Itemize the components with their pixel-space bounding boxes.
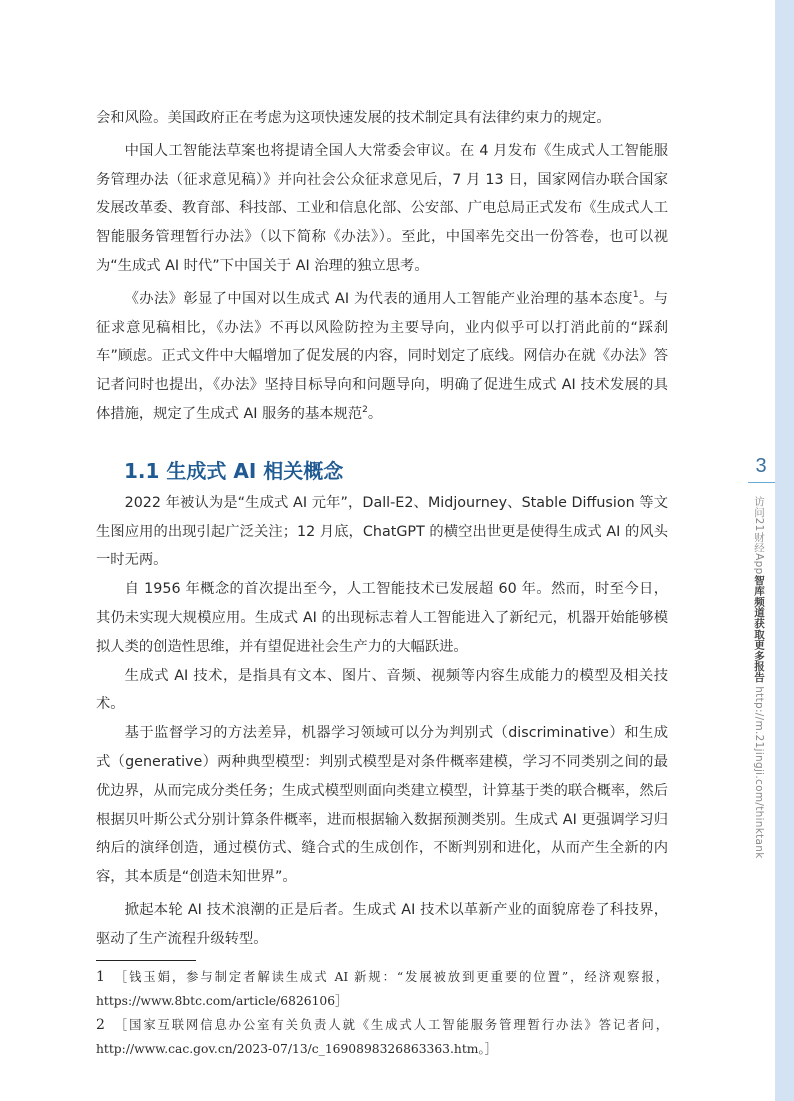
footnote <box>96 1013 668 1061</box>
paragraph: 掀起本轮 AI 技术浪潮的正是后者。生成式 AI 技术以革新产业的面貌席卷了科技界，驱动了生产流程升级转型。 <box>96 901 668 947</box>
footnote <box>96 965 668 1013</box>
chapter-number: 3 <box>755 455 767 477</box>
sidebar-url[interactable]: http://m.21jingji.com/thinktank <box>753 686 765 859</box>
paragraph-text: 。与征求意见稿相比，《办法》不再以风险防控为主要导向，业内似乎可以打消此前的“踩刹车”顾虑。正式文件中大幅增加了促发展的内容，同时划定了底线。网信办在就《办法》答记者问时也提出，《办法》坚持目标导向和问题导向，明确了促进生成式 AI 技术发展的具体措施，规定了生成式 AI 服务的基本规范 <box>96 290 669 422</box>
sidebar-promo <box>752 496 767 859</box>
footnotes <box>96 965 668 1061</box>
sidebar-prefix: 访问21财经App <box>753 496 765 575</box>
footnote-separator <box>96 960 196 962</box>
main-content <box>96 104 668 954</box>
chapter-rule <box>748 482 775 483</box>
footnote-ref[interactable]: 1 <box>632 290 639 301</box>
paragraph <box>96 104 668 133</box>
section-heading: 1.1 生成式 AI 相关概念 <box>124 458 344 483</box>
paragraph <box>96 137 668 281</box>
footnote-number: 2 <box>96 1017 105 1034</box>
footnote-ref[interactable]: 2 <box>362 405 368 416</box>
paragraph <box>96 285 668 429</box>
sidebar-bold: 智库频道获取更多报告 <box>753 574 765 683</box>
paragraph: 自 1956 年概念的首次提出至今，人工智能技术已发展超 60 年。然而，时至今日，其仍未实现大规模应用。生成式 AI 的出现标志着人工智能进入了新纪元，机器开始能够模拟人类的创造性思维，并有望促进社会生产力的大幅跃进。 <box>96 581 668 655</box>
paragraph-text: 会和风险。美国政府正在考虑为这项快速发展的技术制定具有法律约束力的规定。 <box>96 110 611 126</box>
paragraph: 生成式 AI 技术，是指具有文本、图片、音频、视频等内容生成能力的模型及相关技术。 <box>96 667 668 713</box>
footnote-number: 1 <box>96 969 105 986</box>
paragraph-text: 《办法》彰显了中国对以生成式 AI 为代表的通用人工智能产业治理的基本态度 <box>124 290 633 307</box>
footnote-text: ［钱玉娟，参与制定者解读生成式 AI 新规：“发展被放到更重要的位置”，经济观察报，https://www.8btc.com/article/6826106］ <box>96 970 668 1009</box>
paragraph-text: 。 <box>367 405 383 422</box>
paragraph: 基于监督学习的方法差异，机器学习领域可以分为判别式（discriminative）和生成式（generative）两种典型模型：判别式模型是对条件概率建模，学习不同类别之间的最优边界，从而完成分类任务；生成式模型则面向类建立模型，计算基于类的联合概率，然后根据贝叶斯公式分别计算条件概率，进而根据输入数据预测类别。生成式 AI 更强调学习归纳后的演绎创造，通过模仿式、缝合式的生成创作，不断判别和进化，从而产生全新的内容，其本质是“创造未知世界”。 <box>96 725 668 886</box>
side-color-strip <box>775 0 794 1101</box>
paragraph: 2022 年被认为是“生成式 AI 元年”，Dall-E2、Midjourney、Stable Diffusion 等文生图应用的出现引起广泛关注；12 月底，ChatGPT 的横空出世更是使得生成式 AI 的风头一时无两。 <box>96 494 668 569</box>
paragraph-text: 中国人工智能法草案也将提请全国人大常委会审议。在 4 月发布《生成式人工智能服务管理办法（征求意见稿）》并向社会公众征求意见后，7 月 13 日，国家网信办联合国家发展改革委、教育部、科技部、工业和信息化部、公安部、广电总局正式发布《生成式人工智能服务管理暂行办法》（以下简称《办法》）。至此，中国率先交出一份答卷，也可以视为“生成式 AI 时代”下中国关于 AI 治理的独立思考。 <box>96 142 668 274</box>
footnote-text: ［国家互联网信息办公室有关负责人就《生成式人工智能服务管理暂行办法》答记者问，http://www.cac.gov.cn/2023-07/13/c_1690898326863363.htm。］ <box>96 1018 668 1057</box>
